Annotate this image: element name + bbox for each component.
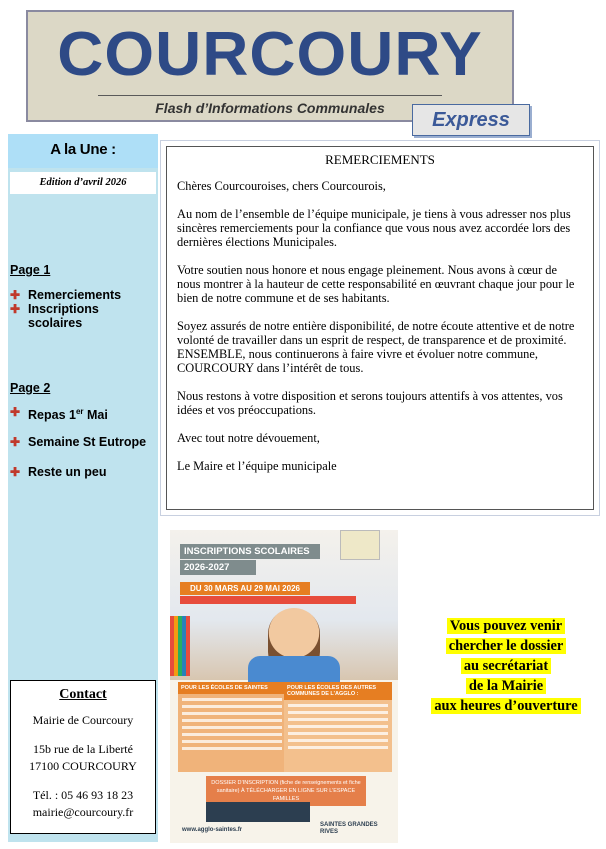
page-2-label: Page 2 <box>10 381 51 395</box>
poster-tagline-bar <box>180 596 356 604</box>
contact-email[interactable]: mairie@courcoury.fr <box>32 805 134 819</box>
toc-item-repas[interactable] <box>10 405 156 422</box>
letter-paragraph: Avec tout notre dévouement, <box>177 431 320 445</box>
bullet-icon: ✚ <box>10 435 21 449</box>
callout-line: aux heures d’ouverture <box>431 698 580 714</box>
toc-item-reste[interactable] <box>10 465 156 479</box>
newsletter-subtitle: Flash d’Informations Communales <box>155 100 385 116</box>
contact-box <box>10 680 156 834</box>
poster-col-agglo <box>284 682 392 772</box>
bullet-icon: ✚ <box>10 405 21 419</box>
bullet-icon: ✚ <box>10 288 21 302</box>
poster-dossier: DOSSIER D’INSCRIPTION (fiche de renseignements et fiche sanitaire) À TÉLÉCHARGER EN LIGNE SUR L’ESPACE FAMILLES <box>206 776 366 806</box>
poster-logo: SAINTES GRANDES RIVES <box>320 822 378 835</box>
contact-city: 17100 COURCOURY <box>29 759 137 773</box>
letter-paragraph: Nous restons à votre disposition et serons toujours attentifs à vos attentes, vos idées et vos préoccupations. <box>177 389 563 417</box>
toc-item-semaine[interactable] <box>10 435 156 449</box>
letter-paragraph: Soyez assurés de notre entière disponibilité, de notre écoute attentive et de notre volonté de travailler dans un esprit de respect, de transparence et de proximité. ENSEMBLE, nous continuerons à faire vivre et évoluer notre commune, COURCOURY dans l’intérêt de tous. <box>177 319 575 375</box>
masthead-divider <box>98 95 442 96</box>
toc-item-label: Reste un peu <box>28 465 107 479</box>
letter-paragraph: Au nom de l’ensemble de l’équipe municipale, je tiens à vous adresser nos plus sincères remerciements pour la confiance que vous nous avez accordée lors des dernières élections Municipales. <box>177 207 571 249</box>
poster-url: www.agglo-saintes.fr <box>182 827 243 833</box>
callout-line: de la Mairie <box>466 678 546 694</box>
dossier-callout <box>418 616 594 716</box>
contact-phone: Tél. : 05 46 93 18 23 <box>32 788 134 802</box>
sidebar-header: A la Une : <box>8 134 158 168</box>
book-image <box>340 530 380 560</box>
inscriptions-poster[interactable] <box>170 530 398 843</box>
contact-name: Mairie de Courcoury <box>32 713 134 727</box>
poster-years: 2026-2027 <box>180 560 256 575</box>
toc-item-label: Semaine St Eutrope <box>28 435 147 449</box>
letter-paragraph: Chères Courcouroises, chers Courcourois, <box>177 179 386 193</box>
newsletter-title: COURCOURY <box>57 20 483 89</box>
crayons-image <box>170 616 190 676</box>
edition-label: Edition d’avril 2026 <box>10 172 156 194</box>
letter-heading: REMERCIEMENTS <box>325 152 435 167</box>
express-badge: Express <box>412 104 530 136</box>
child-image <box>268 608 320 670</box>
letter-signature: Le Maire et l’équipe municipale <box>177 459 337 473</box>
poster-col-heading: POUR LES ÉCOLES DE SAINTES <box>178 682 286 694</box>
poster-col-heading: POUR LES ÉCOLES DES AUTRES COMMUNES DE L’AGGLO : <box>284 682 392 700</box>
poster-dates: DU 30 MARS AU 29 MAI 2026 <box>180 582 310 595</box>
toc-item-label: Inscriptions scolaires <box>28 302 99 330</box>
toc-item-inscriptions[interactable] <box>10 302 156 330</box>
page-1-label: Page 1 <box>10 263 51 277</box>
toc-item-label: Remerciements <box>28 288 122 302</box>
contact-street: 15b rue de la Liberté <box>33 742 133 756</box>
letter-paragraph: Votre soutien nous honore et nous engage pleinement. Nous avons à cœur de nous montrer à la hauteur de cette responsabilité en œuvrant chaque jour pour le bien de notre commune et de ses habitants. <box>177 263 575 305</box>
bullet-icon: ✚ <box>10 302 21 316</box>
callout-line: au secrétariat <box>461 658 551 674</box>
callout-line: Vous pouvez venir <box>447 618 565 634</box>
toc-item-remerciements[interactable] <box>10 288 156 302</box>
callout-line: chercher le dossier <box>446 638 567 654</box>
poster-col-saintes <box>178 682 286 772</box>
bullet-icon: ✚ <box>10 465 21 479</box>
letter-box <box>166 146 594 510</box>
poster-infos-bar <box>206 802 310 822</box>
poster-title: INSCRIPTIONS SCOLAIRES <box>180 544 320 559</box>
contact-title: Contact <box>59 687 107 702</box>
toc-item-label: Repas 1er Mai <box>28 407 108 423</box>
